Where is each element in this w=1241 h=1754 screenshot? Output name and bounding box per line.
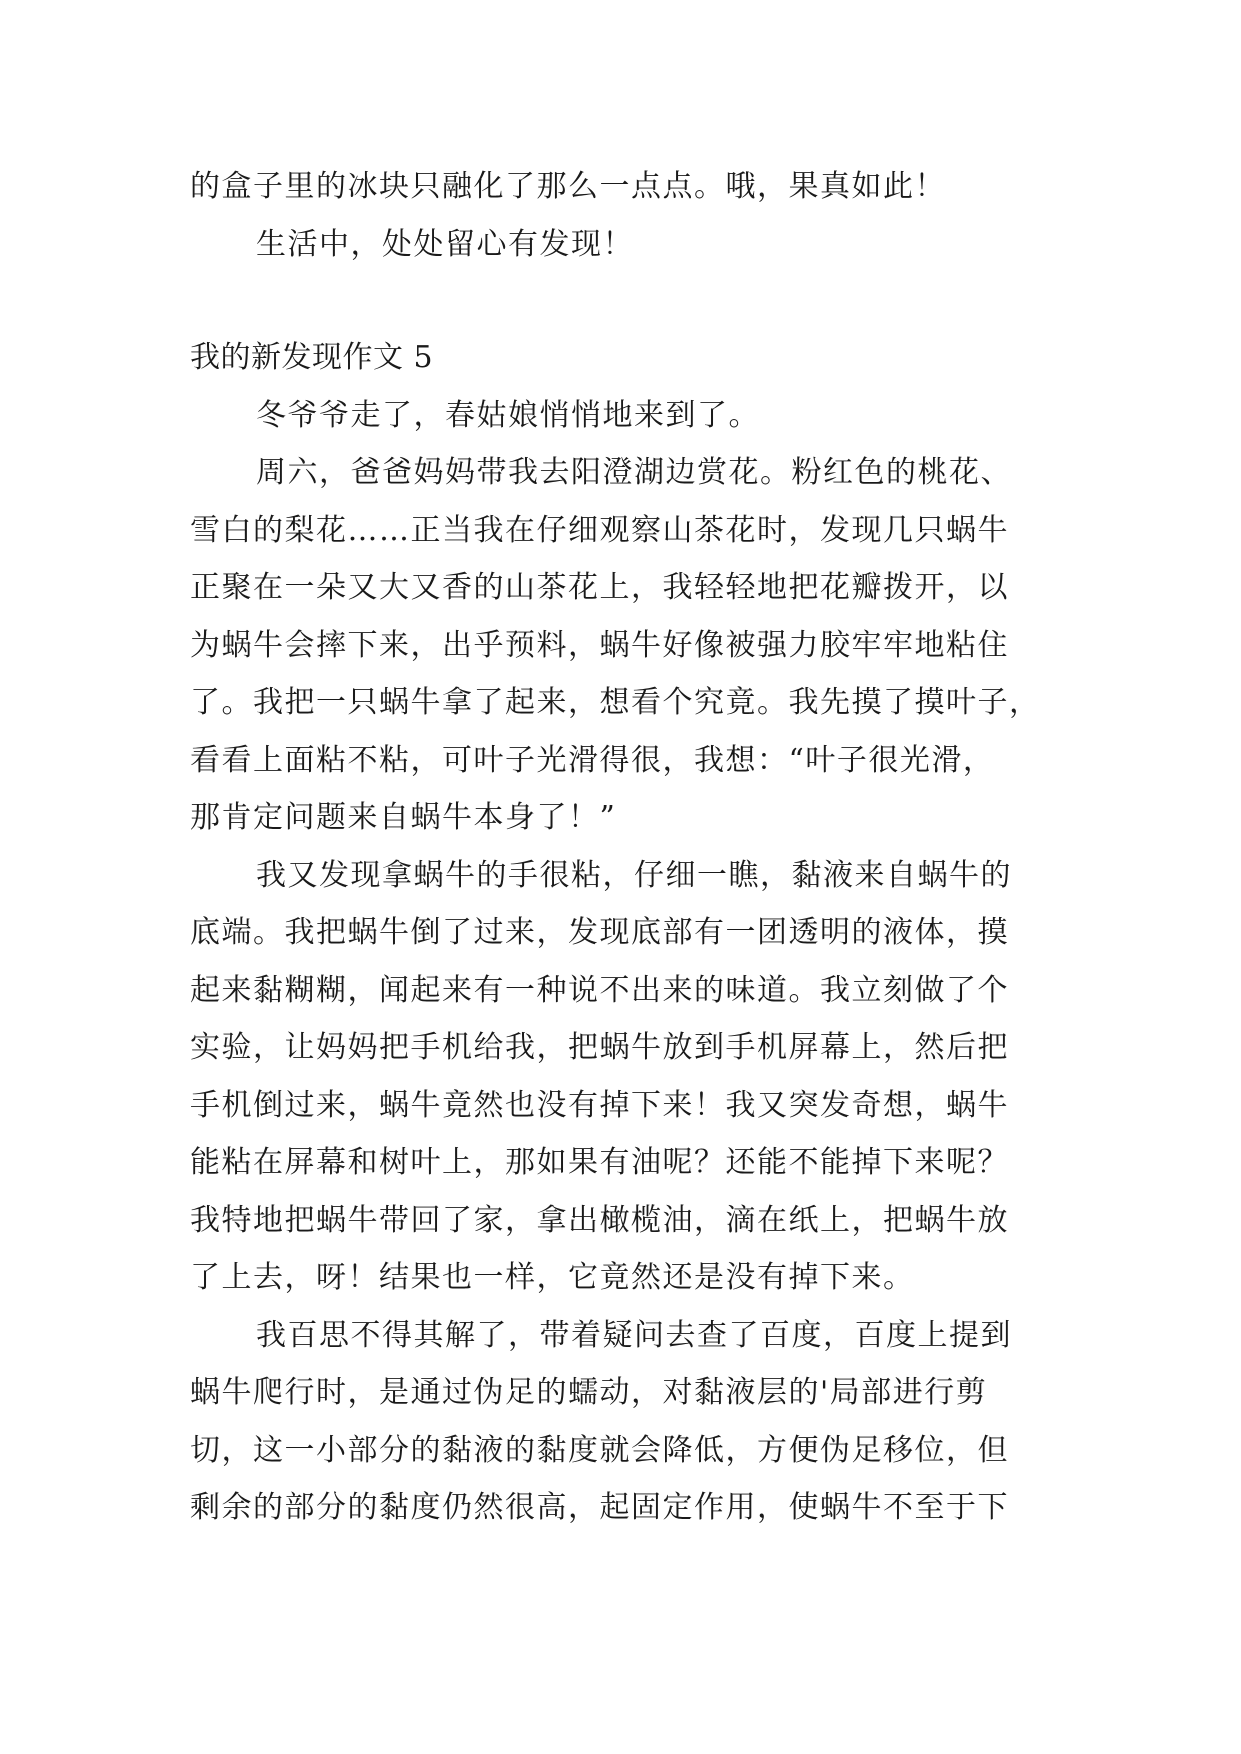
- text-line: 手机倒过来，蜗牛竟然也没有掉下来！我又突发奇想，蜗牛: [190, 1087, 1009, 1123]
- text-line: 我百思不得其解了，带着疑问去查了百度，百度上提到: [256, 1317, 1012, 1353]
- text-line: 剩余的部分的黏度仍然很高，起固定作用，使蜗牛不至于下: [190, 1490, 1009, 1525]
- text-line: 起来黏糊糊，闻起来有一种说不出来的味道。我立刻做了个: [190, 972, 1009, 1008]
- text-line: 正聚在一朵又大又香的山茶花上，我轻轻地把花瓣拨开，以: [190, 570, 1009, 605]
- text-line: 冬爷爷走了，春姑娘悄悄地来到了。: [256, 397, 760, 433]
- text-line: 我又发现拿蜗牛的手很粘，仔细一瞧，黏液来自蜗牛的: [256, 857, 1012, 893]
- text-line: 生活中，处处留心有发现！: [256, 226, 634, 262]
- text-line: 蜗牛爬行时，是通过伪足的蠕动，对黏液层的'局部进行剪: [190, 1375, 988, 1410]
- paragraph-4: [190, 1307, 1070, 1537]
- text-line: 了上去，呀！结果也一样，它竟然还是没有掉下来。: [190, 1260, 915, 1295]
- text-line: 切，这一小部分的黏液的黏度就会降低，方便伪足移位，但: [190, 1432, 1009, 1468]
- document-body: [190, 158, 1070, 1537]
- paragraph-2: [190, 444, 1070, 847]
- text-line: 实验，让妈妈把手机给我，把蜗牛放到手机屏幕上，然后把: [190, 1030, 1009, 1065]
- paragraph-1: [190, 387, 1070, 445]
- text-line: 那肯定问题来自蜗牛本身了！”: [190, 800, 617, 835]
- text-line: 了。我把一只蜗牛拿了起来，想看个究竟。我先摸了摸叶子，: [190, 685, 1041, 720]
- text-line: 周六，爸爸妈妈带我去阳澄湖边赏花。粉红色的桃花、: [256, 455, 1012, 490]
- text-line: 底端。我把蜗牛倒了过来，发现底部有一团透明的液体，摸: [190, 915, 1009, 950]
- section-gap: [190, 273, 1070, 329]
- previous-section-tail: [190, 158, 1070, 273]
- text-line: 我特地把蜗牛带回了家，拿出橄榄油，滴在纸上，把蜗牛放: [190, 1202, 1009, 1238]
- text-line: 能粘在屏幕和树叶上，那如果有油呢？还能不能掉下来呢？: [190, 1145, 1009, 1180]
- paragraph-3: [190, 847, 1070, 1307]
- text-line: 看看上面粘不粘，可叶子光滑得很，我想：“叶子很光滑，: [190, 742, 995, 778]
- text-line: 雪白的梨花……正当我在仔细观察山茶花时，发现几只蜗牛: [190, 512, 1009, 548]
- text-line: 为蜗牛会摔下来，出乎预料，蜗牛好像被强力胶牢牢地粘住: [190, 627, 1009, 663]
- section-title: 我的新发现作文 5: [190, 340, 434, 375]
- text-line: 的盒子里的冰块只融化了那么一点点。哦，果真如此！: [190, 169, 946, 204]
